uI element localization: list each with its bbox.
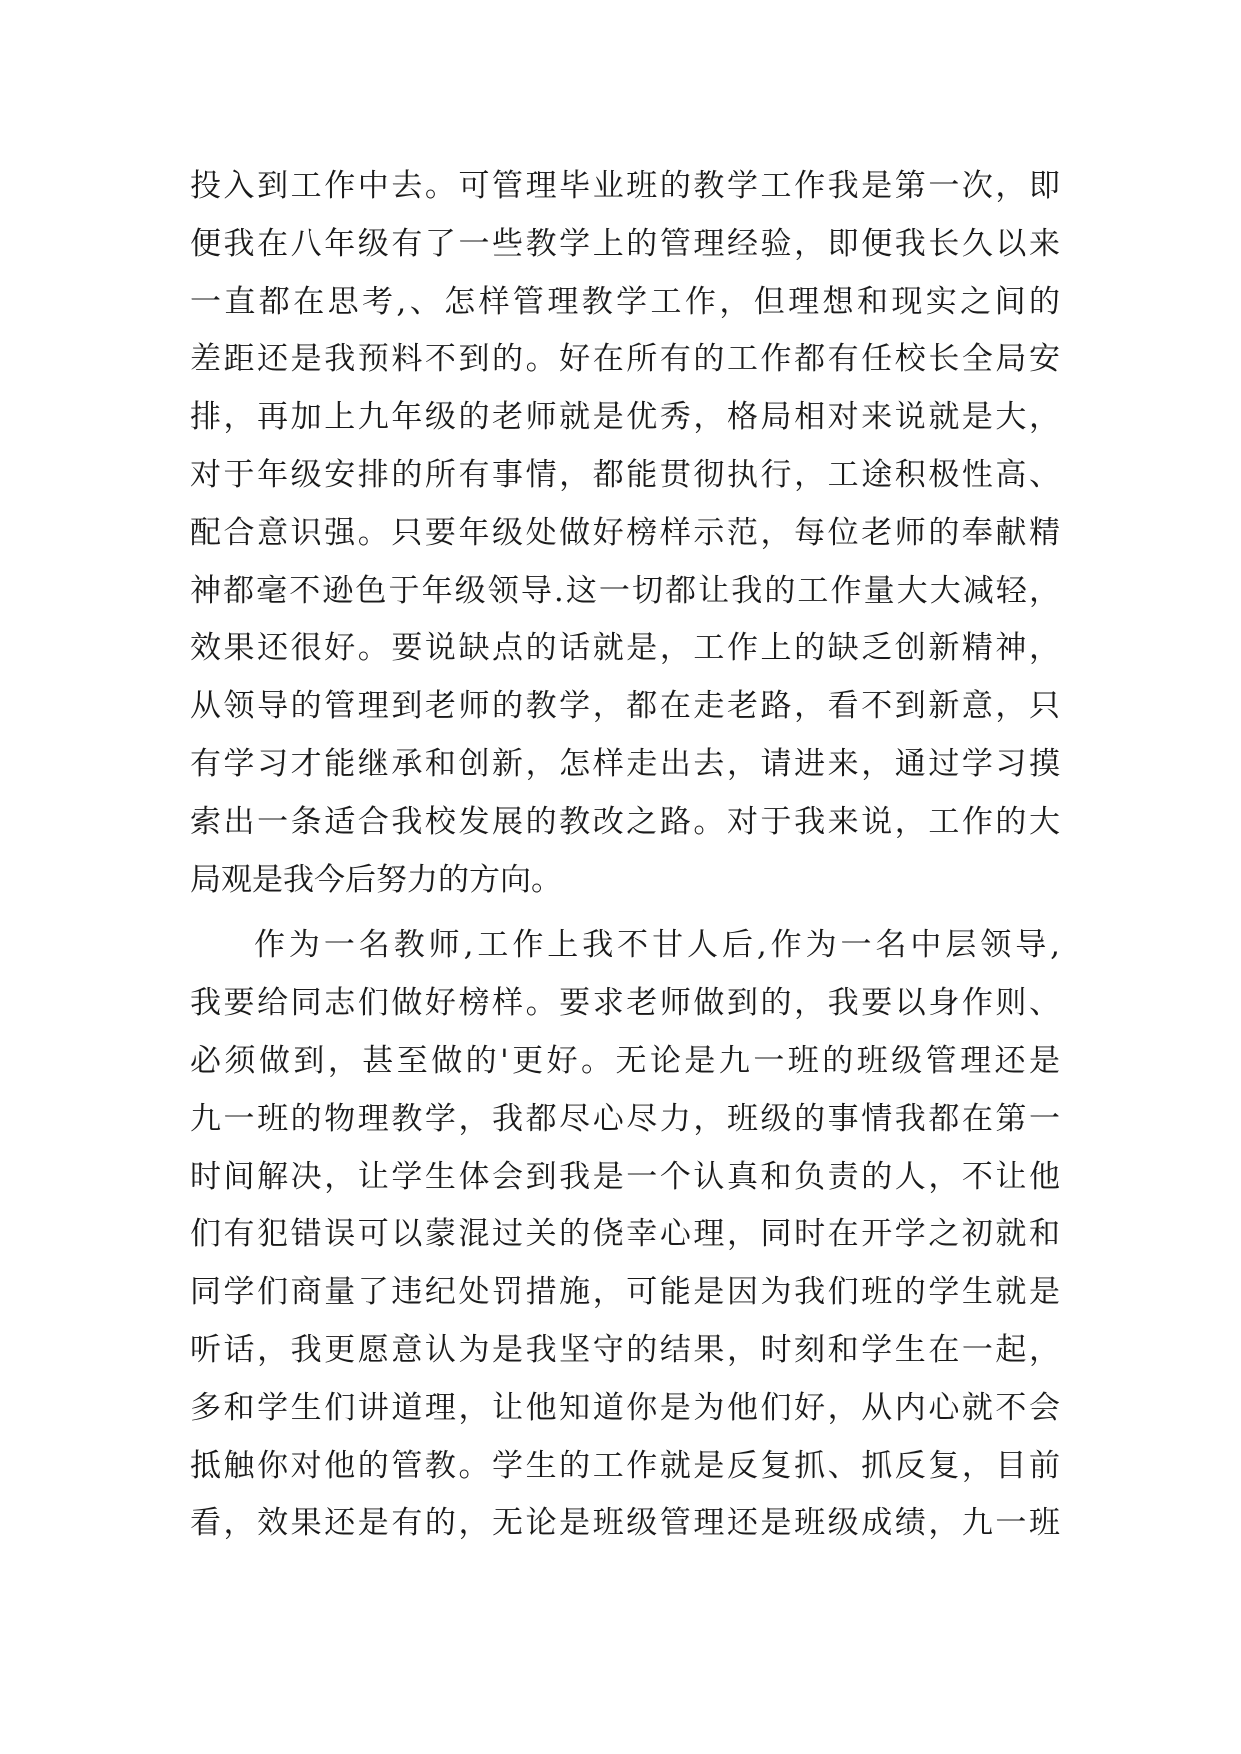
text-line: 我要给同志们做好榜样。要求老师做到的，我要以身作则、 [190,985,1060,1022]
text-line: 差距还是我预料不到的。好在所有的工作都有任校长全局安 [190,341,1060,378]
text-line: 多和学生们讲道理，让他知道你是为他们好，从内心就不会 [190,1389,1060,1426]
text-line: 便我在八年级有了一些教学上的管理经验，即便我长久以来 [190,225,1060,262]
text-line: 们有犯错误可以蒙混过关的侥幸心理，同时在开学之初就和 [190,1216,1060,1253]
document-body [190,158,1060,1553]
text-line: 抵触你对他的管教。学生的工作就是反复抓、抓反复，目前 [190,1447,1060,1484]
text-line: 神都毫不逊色于年级领导.这一切都让我的工作量大大减轻， [190,572,1060,609]
text-line: 从领导的管理到老师的教学，都在走老路，看不到新意，只 [190,688,1060,725]
text-line: 投入到工作中去。可管理毕业班的教学工作我是第一次，即 [190,168,1060,204]
text-line: 配合意识强。只要年级处做好榜样示范，每位老师的奉献精 [190,514,1060,551]
text-line: 局观是我今后努力的方向。 [190,861,562,898]
text-line: 必须做到，甚至做的'更好。无论是九一班的班级管理还是 [190,1042,1060,1079]
text-line: 同学们商量了违纪处罚措施，可能是因为我们班的学生就是 [190,1274,1060,1311]
paragraph-gap [190,909,1060,917]
text-line: 索出一条适合我校发展的教改之路。对于我来说，工作的大 [190,803,1060,840]
text-line: 对于年级安排的所有事情，都能贯彻执行，工途积极性高、 [190,456,1060,493]
text-line: 九一班的物理教学，我都尽心尽力，班级的事情我都在第一 [190,1100,1060,1137]
text-line: 看，效果还是有的，无论是班级管理还是班级成绩，九一班 [190,1505,1060,1542]
paragraph-2 [190,917,1060,1553]
text-line: 一直都在思考,、怎样管理教学工作，但理想和现实之间的 [190,283,1060,320]
text-line: 作为一名教师,工作上我不甘人后,作为一名中层领导, [254,927,1060,964]
text-line: 时间解决，让学生体会到我是一个认真和负责的人，不让他 [190,1158,1060,1195]
text-line: 听话，我更愿意认为是我坚守的结果，时刻和学生在一起， [190,1331,1060,1368]
text-line: 有学习才能继承和创新，怎样走出去，请进来，通过学习摸 [190,745,1060,782]
text-line: 效果还很好。要说缺点的话就是，工作上的缺乏创新精神， [190,630,1060,667]
text-line: 排，再加上九年级的老师就是优秀，格局相对来说就是大， [190,399,1060,436]
paragraph-1 [190,158,1060,909]
